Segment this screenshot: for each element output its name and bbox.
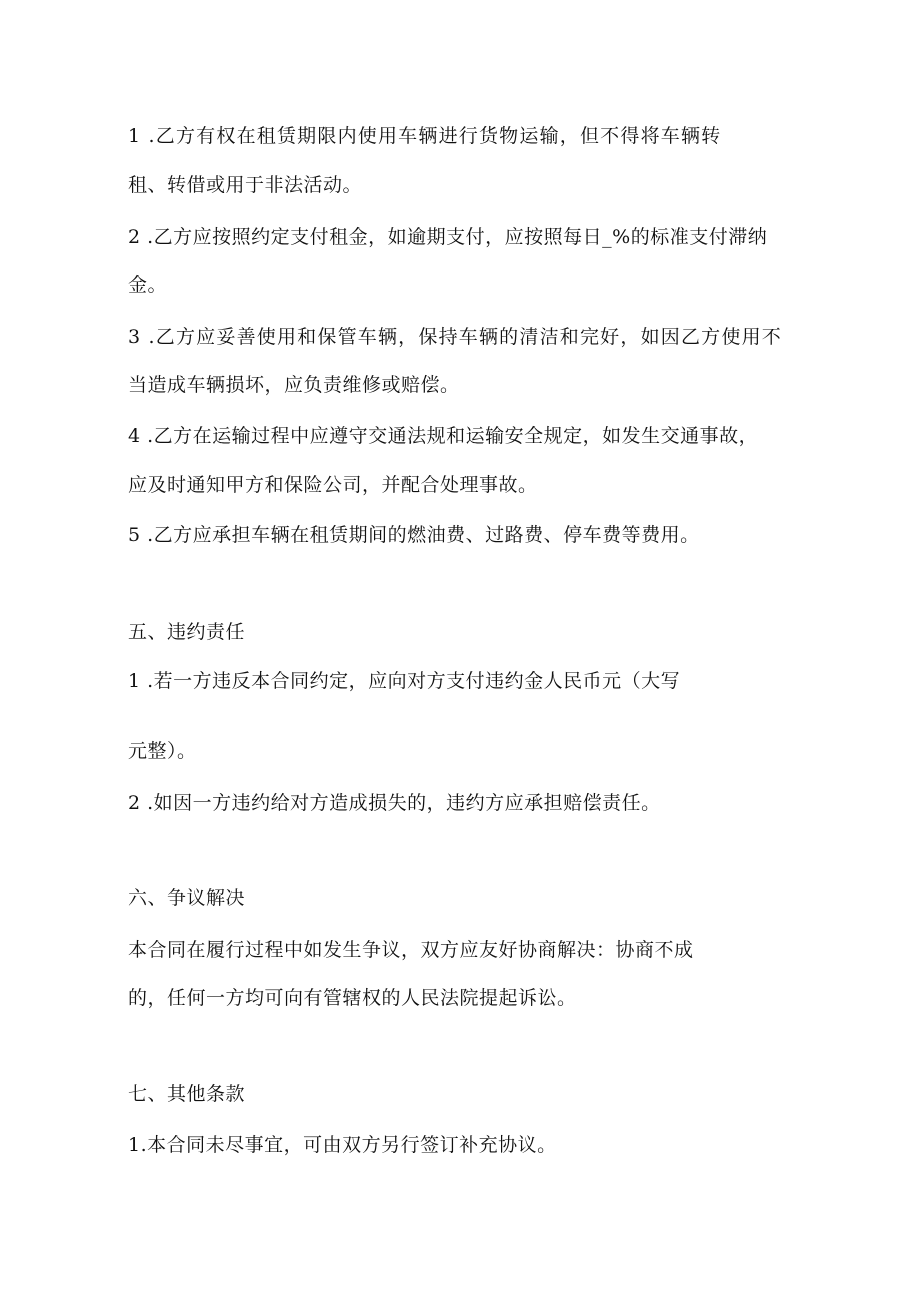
clause-6-line-2: 的，任何一方均可向有管辖权的人民法院提起诉讼。	[128, 987, 577, 1009]
clause-5-item-1-line-1: 1 .若一方违反本合同约定，应向对方支付违约金人民币元（大写	[128, 670, 681, 692]
clause-4-item-4-line-1: 4 .乙方在运输过程中应遵守交通法规和运输安全规定，如发生交通事故，	[128, 425, 759, 447]
section-5-heading: 五、违约责任	[128, 621, 246, 643]
clause-4-item-4-line-2: 应及时通知甲方和保险公司，并配合处理事故。	[128, 474, 538, 496]
clause-4-item-1-line-2: 租、转借或用于非法活动。	[128, 174, 363, 196]
clause-6-line-1: 本合同在履行过程中如发生争议，双方应友好协商解决：协商不成	[128, 939, 694, 961]
clause-5-item-2: 2 .如因一方违约给对方造成损失的，违约方应承担赔偿责任。	[128, 792, 661, 814]
clause-4-item-2-line-1: 2 .乙方应按照约定支付租金，如逾期支付，应按照每日_%的标准支付滞纳	[128, 226, 768, 248]
clause-4-item-1-line-1: 1 .乙方有权在租赁期限内使用车辆进行货物运输，但不得将车辆转	[128, 125, 722, 147]
clause-4-item-3-line-2: 当造成车辆损坏，应负责维修或赔偿。	[128, 374, 460, 396]
clause-4-item-5: 5 .乙方应承担车辆在租赁期间的燃油费、过路费、停车费等费用。	[128, 524, 700, 546]
section-7-heading: 七、其他条款	[128, 1083, 246, 1105]
clause-7-item-1: 1.本合同未尽事宜，可由双方另行签订补充协议。	[128, 1134, 557, 1156]
clause-4-item-3-line-1: 3 .乙方应妥善使用和保管车辆，保持车辆的清洁和完好，如因乙方使用不	[128, 326, 782, 348]
clause-4-item-2-line-2: 金。	[128, 274, 168, 296]
clause-5-item-1-line-2: 元整）。	[128, 740, 197, 762]
section-6-heading: 六、争议解决	[128, 887, 246, 909]
